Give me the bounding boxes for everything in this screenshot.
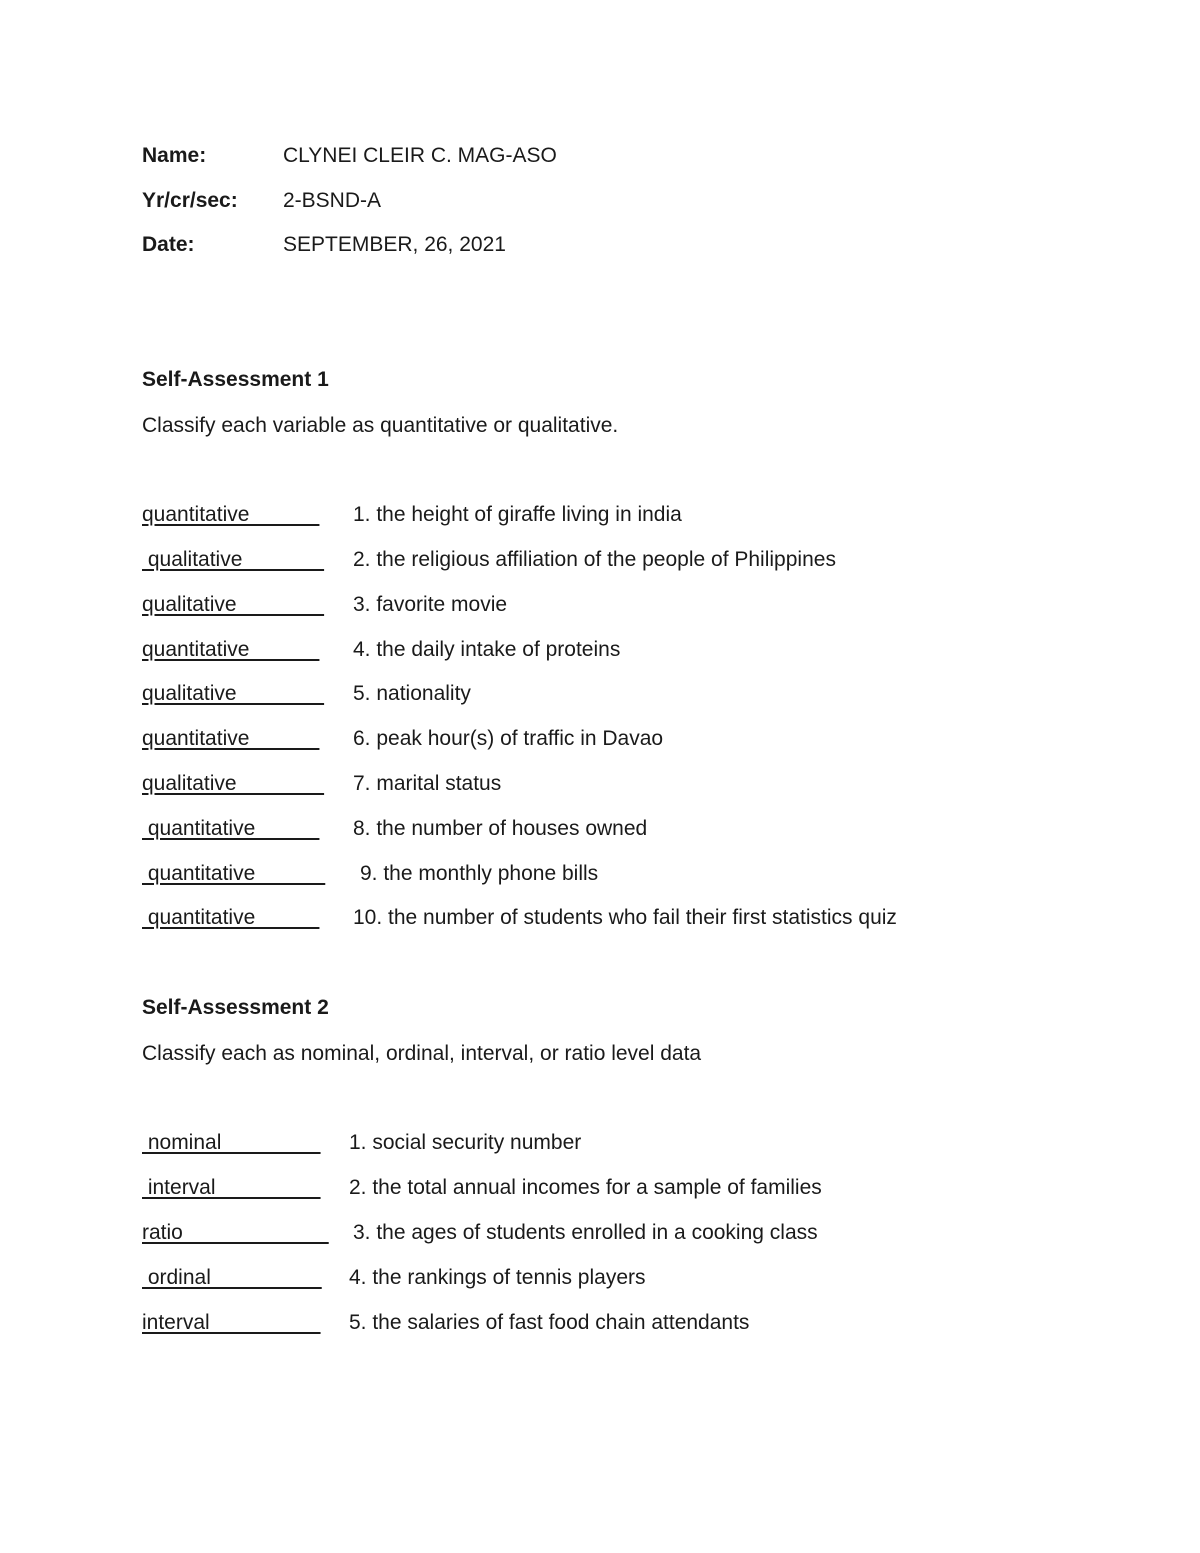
- question-text: 9. the monthly phone bills: [360, 862, 599, 885]
- answer-blank: qualitative: [142, 593, 325, 616]
- question-text: 1. the height of giraffe living in india: [353, 503, 682, 526]
- answer-blank: interval: [142, 1176, 321, 1199]
- name-value: CLYNEI CLEIR C. MAG-ASO: [283, 144, 557, 167]
- question-text: 5. nationality: [353, 682, 471, 705]
- assessment1-item: [142, 636, 620, 664]
- question-text: 1. social security number: [349, 1131, 582, 1154]
- date-label: Date:: [142, 233, 195, 256]
- assessment1-item: [142, 546, 836, 574]
- assessment1-item: [142, 904, 897, 932]
- answer-blank: quantitative: [142, 638, 320, 661]
- question-text: 8. the number of houses owned: [353, 817, 648, 840]
- assessment1-item: [142, 501, 682, 529]
- answer-blank: qualitative: [142, 772, 325, 795]
- question-text: 5. the salaries of fast food chain attendants: [349, 1311, 750, 1334]
- name-row: [142, 142, 557, 170]
- answer-blank: qualitative: [142, 548, 325, 571]
- answer-blank: ordinal: [142, 1266, 322, 1289]
- answer-blank: quantitative: [142, 906, 320, 929]
- date-value: SEPTEMBER, 26, 2021: [283, 233, 506, 256]
- assessment1-item: [142, 860, 598, 888]
- section-label: Yr/cr/sec:: [142, 189, 238, 212]
- answer-blank: ratio: [142, 1221, 329, 1244]
- question-text: 4. the rankings of tennis players: [349, 1266, 646, 1289]
- question-text: 7. marital status: [353, 772, 502, 795]
- section-row: [142, 187, 381, 215]
- date-row: [142, 231, 506, 259]
- assessment2-title: Self-Assessment 2: [142, 996, 329, 1019]
- question-text: 2. the religious affiliation of the people of Philippines: [353, 548, 836, 571]
- assessment1-item: [142, 770, 501, 798]
- assessment2-item: [142, 1129, 581, 1157]
- question-text: 10. the number of students who fail their first statistics quiz: [353, 906, 897, 929]
- answer-blank: quantitative: [142, 503, 320, 526]
- assessment2-item: [142, 1264, 646, 1292]
- assessment1-item: [142, 815, 647, 843]
- answer-blank: qualitative: [142, 682, 325, 705]
- answer-blank: quantitative: [142, 817, 320, 840]
- assessment2-item: [142, 1219, 818, 1247]
- assessment1-item: [142, 680, 471, 708]
- section-value: 2-BSND-A: [283, 189, 382, 212]
- assessment2-item: [142, 1309, 749, 1337]
- question-text: 3. favorite movie: [353, 593, 508, 616]
- question-text: 6. peak hour(s) of traffic in Davao: [353, 727, 664, 750]
- answer-blank: quantitative: [142, 862, 326, 885]
- answer-blank: interval: [142, 1311, 321, 1334]
- question-text: 2. the total annual incomes for a sample of families: [349, 1176, 822, 1199]
- assessment1-item: [142, 591, 507, 619]
- answer-blank: nominal: [142, 1131, 321, 1154]
- name-label: Name:: [142, 144, 207, 167]
- answer-blank: quantitative: [142, 727, 320, 750]
- question-text: 3. the ages of students enrolled in a cooking class: [353, 1221, 818, 1244]
- assessment1-item: [142, 725, 663, 753]
- assessment1-instructions: Classify each variable as quantitative or qualitative.: [142, 414, 619, 437]
- question-text: 4. the daily intake of proteins: [353, 638, 621, 661]
- assessment1-title: Self-Assessment 1: [142, 368, 329, 391]
- assessment2-instructions: Classify each as nominal, ordinal, interval, or ratio level data: [142, 1042, 702, 1065]
- assessment2-item: [142, 1174, 822, 1202]
